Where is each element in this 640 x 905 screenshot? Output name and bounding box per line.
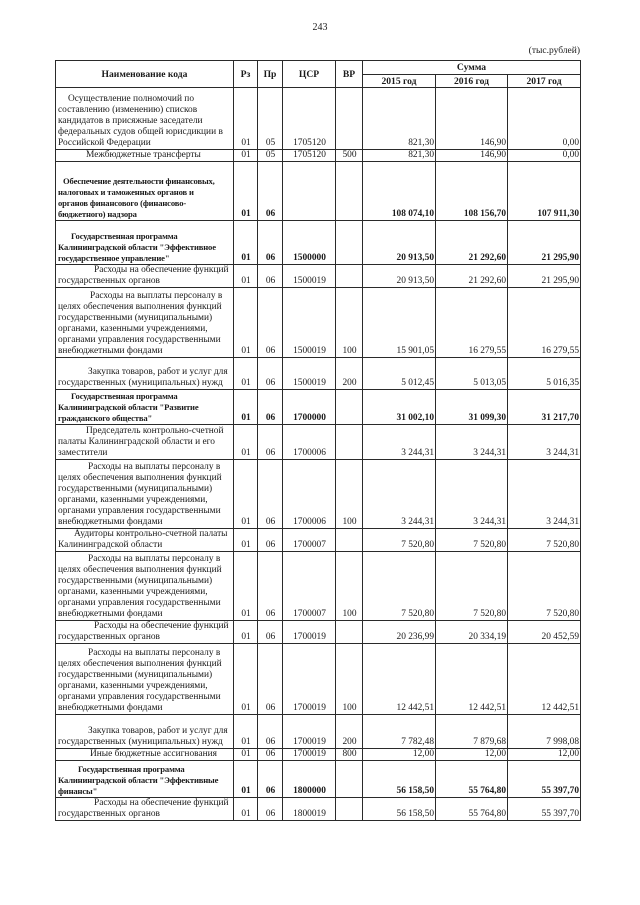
vr-code [336, 529, 363, 552]
sum-2015: 56 158,50 [363, 761, 436, 798]
rz-code: 01 [234, 150, 258, 162]
sum-2016: 21 292,60 [436, 221, 508, 265]
csr-code: 1700019 [283, 749, 336, 761]
row-name: Государственная программа Калининградской области "Эффективное государственное управление" [56, 221, 234, 265]
sum-2017: 16 279,55 [508, 288, 581, 358]
header-year-2016: 2016 год [436, 75, 508, 88]
sum-2015: 821,30 [363, 88, 436, 150]
rz-code: 01 [234, 162, 258, 221]
rz-code: 01 [234, 221, 258, 265]
sum-2017: 12,00 [508, 749, 581, 761]
csr-code: 1700019 [283, 715, 336, 749]
rz-code: 01 [234, 715, 258, 749]
row-name: Расходы на обеспечение функций государственных органов [56, 265, 234, 288]
header-row [56, 61, 581, 75]
pr-code: 06 [258, 288, 283, 358]
sum-2017: 107 911,30 [508, 162, 581, 221]
budget-table [55, 60, 581, 821]
rz-code: 01 [234, 288, 258, 358]
header-year-2015: 2015 год [363, 75, 436, 88]
sum-2017: 21 295,90 [508, 265, 581, 288]
sum-2016: 7 520,80 [436, 552, 508, 621]
pr-code: 05 [258, 150, 283, 162]
vr-code [336, 162, 363, 221]
pr-code: 06 [258, 621, 283, 644]
rz-code: 01 [234, 761, 258, 798]
row-name: Закупка товаров, работ и услуг для государственных (муниципальных) нужд [56, 358, 234, 390]
sum-2017: 12 442,51 [508, 644, 581, 715]
sum-2017: 3 244,31 [508, 460, 581, 529]
csr-code: 1500019 [283, 288, 336, 358]
vr-code: 500 [336, 150, 363, 162]
sum-2016: 12 442,51 [436, 644, 508, 715]
table-row [56, 425, 581, 460]
vr-code: 100 [336, 552, 363, 621]
row-name: Расходы на обеспечение функций государственных органов [56, 798, 234, 821]
row-name: Председатель контрольно-счетной палаты Калининградской области и его заместители [56, 425, 234, 460]
vr-code: 800 [336, 749, 363, 761]
pr-code: 06 [258, 715, 283, 749]
header-pr: Пр [258, 61, 283, 88]
csr-code: 1705120 [283, 88, 336, 150]
table-row [56, 288, 581, 358]
csr-code: 1700007 [283, 552, 336, 621]
header-csr: ЦСР [283, 61, 336, 88]
pr-code: 06 [258, 425, 283, 460]
vr-code: 100 [336, 644, 363, 715]
sum-2017: 20 452,59 [508, 621, 581, 644]
row-name: Расходы на выплаты персоналу в целях обеспечения выполнения функций государственными (муниципальными) органами, казенными учреждениями, органами управления государственными внебюджетными фондами [56, 552, 234, 621]
row-name: Расходы на обеспечение функций государственных органов [56, 621, 234, 644]
row-name: Осуществление полномочий по составлению (изменению) списков кандидатов в присяжные заседатели федеральных судов общей юрисдикции в Российской Федерации [56, 88, 234, 150]
vr-code: 200 [336, 358, 363, 390]
sum-2015: 821,30 [363, 150, 436, 162]
sum-2016: 16 279,55 [436, 288, 508, 358]
table-row [56, 221, 581, 265]
vr-code [336, 425, 363, 460]
table-row [56, 390, 581, 425]
rz-code: 01 [234, 621, 258, 644]
table-row [56, 621, 581, 644]
rz-code: 01 [234, 749, 258, 761]
csr-code: 1500019 [283, 265, 336, 288]
sum-2016: 21 292,60 [436, 265, 508, 288]
vr-code [336, 88, 363, 150]
csr-code: 1700006 [283, 425, 336, 460]
csr-code: 1700000 [283, 390, 336, 425]
row-name: Обеспечение деятельности финансовых, налоговых и таможенных органов и органов финансового (финансово- бюджетного) надзора [56, 162, 234, 221]
sum-2015: 20 913,50 [363, 265, 436, 288]
sum-2016: 3 244,31 [436, 425, 508, 460]
pr-code: 06 [258, 644, 283, 715]
sum-2015: 7 520,80 [363, 529, 436, 552]
csr-code: 1800019 [283, 798, 336, 821]
table-row [56, 644, 581, 715]
pr-code: 06 [258, 390, 283, 425]
rz-code: 01 [234, 798, 258, 821]
sum-2015: 3 244,31 [363, 460, 436, 529]
pr-code: 06 [258, 552, 283, 621]
pr-code: 06 [258, 162, 283, 221]
header-vr: ВР [336, 61, 363, 88]
row-name: Иные бюджетные ассигнования [56, 749, 234, 761]
csr-code: 1800000 [283, 761, 336, 798]
rz-code: 01 [234, 358, 258, 390]
csr-code: 1700006 [283, 460, 336, 529]
sum-2017: 7 998,08 [508, 715, 581, 749]
table-row [56, 761, 581, 798]
header-year-2017: 2017 год [508, 75, 581, 88]
sum-2017: 0,00 [508, 88, 581, 150]
sum-2017: 21 295,90 [508, 221, 581, 265]
header-name: Наименование кода [56, 61, 234, 88]
rz-code: 01 [234, 644, 258, 715]
pr-code: 06 [258, 358, 283, 390]
pr-code: 06 [258, 761, 283, 798]
vr-code: 200 [336, 715, 363, 749]
vr-code [336, 798, 363, 821]
sum-2017: 7 520,80 [508, 552, 581, 621]
page-number: 243 [312, 22, 328, 33]
sum-2016: 108 156,70 [436, 162, 508, 221]
row-name: Расходы на выплаты персоналу в целях обеспечения выполнения функций государственными (муниципальными) органами, казенными учреждениями, органами управления государственными внебюджетными фондами [56, 644, 234, 715]
sum-2017: 0,00 [508, 150, 581, 162]
csr-code: 1700019 [283, 621, 336, 644]
table-row [56, 358, 581, 390]
table-row [56, 162, 581, 221]
sum-2015: 15 901,05 [363, 288, 436, 358]
vr-code: 100 [336, 288, 363, 358]
pr-code: 06 [258, 221, 283, 265]
vr-code [336, 761, 363, 798]
sum-2016: 5 013,05 [436, 358, 508, 390]
table-row [56, 460, 581, 529]
table-row [56, 265, 581, 288]
sum-2015: 12 442,51 [363, 644, 436, 715]
sum-2015: 3 244,31 [363, 425, 436, 460]
sum-2017: 5 016,35 [508, 358, 581, 390]
row-name: Аудиторы контрольно-счетной палаты Калининградской области [56, 529, 234, 552]
rz-code: 01 [234, 460, 258, 529]
pr-code: 06 [258, 749, 283, 761]
table-row [56, 552, 581, 621]
table-row [56, 715, 581, 749]
row-name: Государственная программа Калининградской области "Развитие гражданского общества" [56, 390, 234, 425]
sum-2015: 20 913,50 [363, 221, 436, 265]
sum-2016: 146,90 [436, 88, 508, 150]
table-row [56, 798, 581, 821]
csr-code: 1700019 [283, 644, 336, 715]
vr-code [336, 621, 363, 644]
table-row [56, 749, 581, 761]
vr-code: 100 [336, 460, 363, 529]
sum-2016: 3 244,31 [436, 460, 508, 529]
rz-code: 01 [234, 552, 258, 621]
pr-code: 06 [258, 265, 283, 288]
vr-code [336, 221, 363, 265]
header-sum: Сумма [363, 61, 581, 75]
rz-code: 01 [234, 88, 258, 150]
csr-code [283, 162, 336, 221]
pr-code: 06 [258, 798, 283, 821]
rz-code: 01 [234, 425, 258, 460]
sum-2016: 7 879,68 [436, 715, 508, 749]
table-row [56, 88, 581, 150]
csr-code: 1500000 [283, 221, 336, 265]
sum-2016: 20 334,19 [436, 621, 508, 644]
csr-code: 1700007 [283, 529, 336, 552]
sum-2017: 3 244,31 [508, 425, 581, 460]
sum-2016: 146,90 [436, 150, 508, 162]
table-row [56, 150, 581, 162]
row-name: Закупка товаров, работ и услуг для государственных (муниципальных) нужд [56, 715, 234, 749]
row-name: Государственная программа Калининградской области "Эффективные финансы" [56, 761, 234, 798]
pr-code: 06 [258, 529, 283, 552]
sum-2015: 12,00 [363, 749, 436, 761]
row-name: Межбюджетные трансферты [56, 150, 234, 162]
sum-2016: 7 520,80 [436, 529, 508, 552]
vr-code [336, 265, 363, 288]
rz-code: 01 [234, 529, 258, 552]
sum-2015: 7 520,80 [363, 552, 436, 621]
sum-2016: 55 764,80 [436, 761, 508, 798]
sum-2015: 31 002,10 [363, 390, 436, 425]
sum-2016: 31 099,30 [436, 390, 508, 425]
sum-2017: 31 217,70 [508, 390, 581, 425]
header-rz: Рз [234, 61, 258, 88]
table-row [56, 529, 581, 552]
pr-code: 06 [258, 460, 283, 529]
rz-code: 01 [234, 390, 258, 425]
sum-2017: 55 397,70 [508, 761, 581, 798]
csr-code: 1705120 [283, 150, 336, 162]
sum-2017: 7 520,80 [508, 529, 581, 552]
sum-2015: 56 158,50 [363, 798, 436, 821]
csr-code: 1500019 [283, 358, 336, 390]
units-label: (тыс.рублей) [528, 46, 580, 56]
sum-2017: 55 397,70 [508, 798, 581, 821]
sum-2016: 55 764,80 [436, 798, 508, 821]
vr-code [336, 390, 363, 425]
pr-code: 05 [258, 88, 283, 150]
sum-2015: 5 012,45 [363, 358, 436, 390]
sum-2015: 108 074,10 [363, 162, 436, 221]
sum-2015: 20 236,99 [363, 621, 436, 644]
sum-2015: 7 782,48 [363, 715, 436, 749]
row-name: Расходы на выплаты персоналу в целях обеспечения выполнения функций государственными (муниципальными) органами, казенными учреждениями, органами управления государственными внебюджетными фондами [56, 460, 234, 529]
row-name: Расходы на выплаты персоналу в целях обеспечения выполнения функций государственными (муниципальными) органами, казенными учреждениями, органами управления государственными внебюджетными фондами [56, 288, 234, 358]
sum-2016: 12,00 [436, 749, 508, 761]
rz-code: 01 [234, 265, 258, 288]
